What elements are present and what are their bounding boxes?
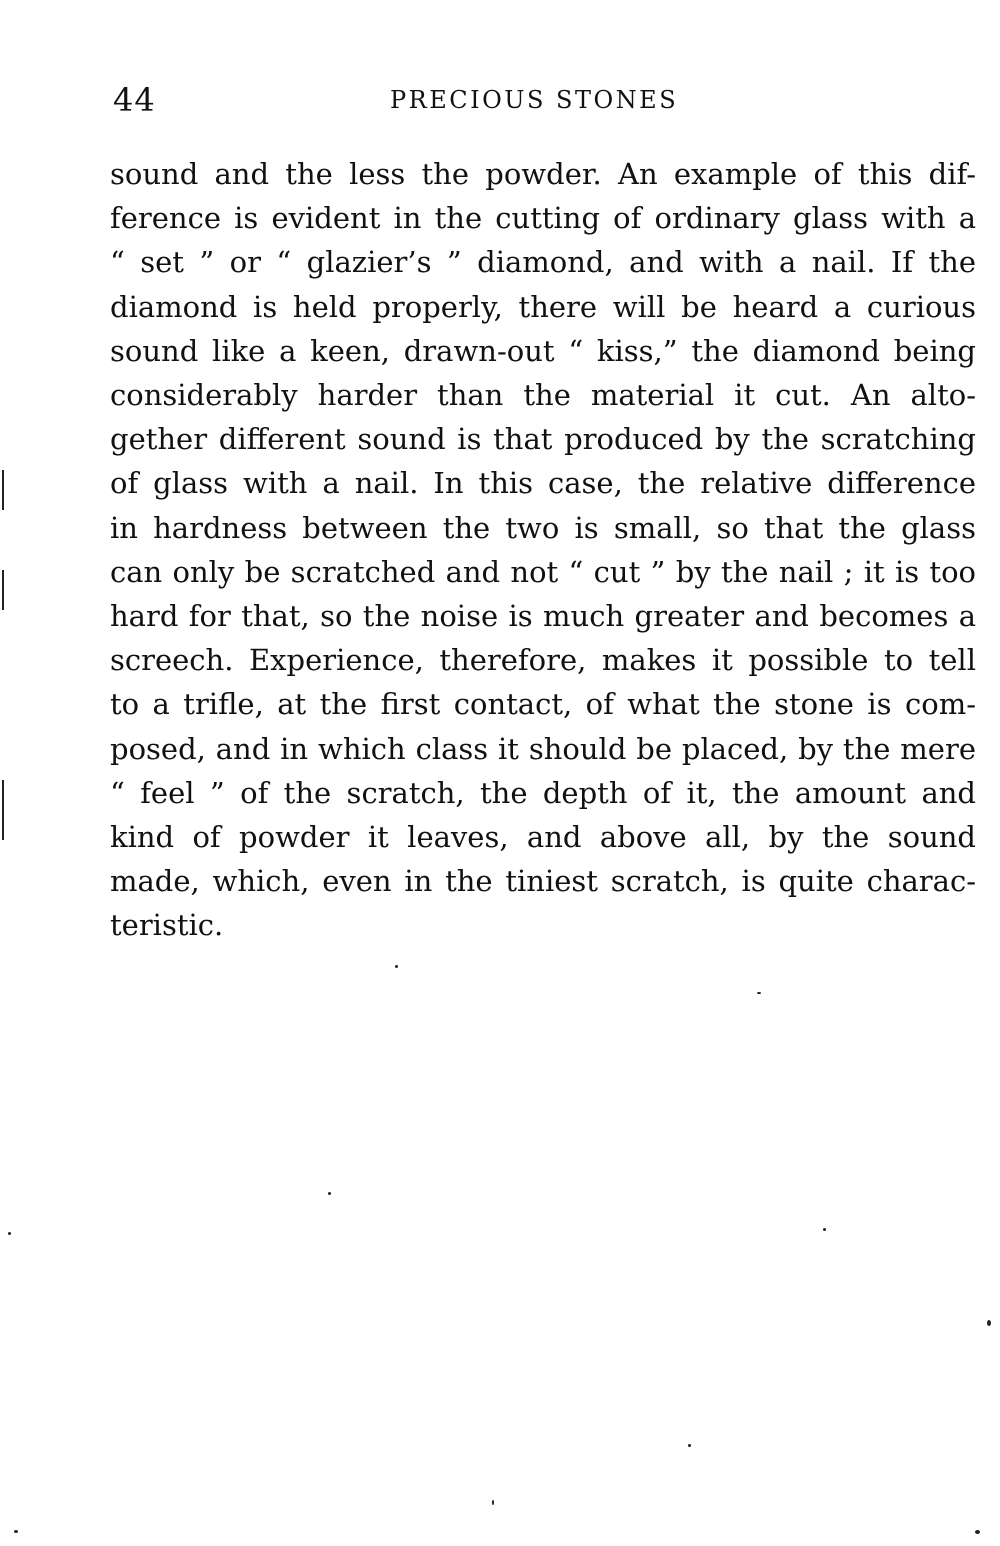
- scan-speck: [688, 1444, 691, 1447]
- text-line: diamond is held properly, there will be heard a curious: [110, 289, 976, 324]
- page-number: 44: [113, 81, 156, 119]
- text-line: gether different sound is that produced by the scratching: [110, 422, 976, 457]
- text-line: posed, and in which class it should be placed, by the mere: [110, 731, 976, 766]
- text-line: kind of powder it leaves, and above all, by the sound: [110, 820, 976, 855]
- text-line: in hardness between the two is small, so that the glass: [110, 510, 976, 545]
- text-line: to a trifle, at the first contact, of what the stone is com-: [110, 687, 976, 722]
- scan-speck: [395, 965, 398, 968]
- scan-speck: [2, 570, 4, 610]
- scan-speck: [975, 1530, 980, 1534]
- text-line: teristic.: [110, 908, 224, 943]
- scan-speck: [2, 470, 4, 510]
- scan-speck: [8, 1232, 11, 1235]
- scan-speck: [757, 992, 761, 994]
- scan-speck: [823, 1228, 826, 1231]
- text-line: hard for that, so the noise is much greater and becomes a: [110, 599, 976, 634]
- text-line: “ feel ” of the scratch, the depth of it, the amount and: [110, 775, 976, 810]
- scan-speck: [14, 1530, 18, 1533]
- running-title: PRECIOUS STONES: [390, 86, 679, 114]
- scan-speck: [2, 780, 4, 840]
- text-line: considerably harder than the material it cut. An alto-: [110, 378, 976, 413]
- text-line: can only be scratched and not “ cut ” by the nail ; it is too: [110, 554, 976, 589]
- text-line: of glass with a nail. In this case, the relative difference: [110, 466, 976, 501]
- text-line: sound and the less the powder. An example of this dif-: [110, 157, 976, 191]
- scan-speck: [492, 1500, 494, 1505]
- scan-speck: [328, 1192, 331, 1195]
- scan-speck: [987, 1320, 991, 1326]
- text-line: ference is evident in the cutting of ordinary glass with a: [110, 201, 976, 236]
- text-line: screech. Experience, therefore, makes it possible to tell: [110, 643, 976, 678]
- text-line: “ set ” or “ glazier’s ” diamond, and with a nail. If the: [110, 245, 976, 280]
- text-line: made, which, even in the tiniest scratch, is quite charac-: [110, 864, 976, 899]
- text-line: sound like a keen, drawn-out “ kiss,” the diamond being: [110, 333, 976, 368]
- body-paragraph: [110, 152, 976, 948]
